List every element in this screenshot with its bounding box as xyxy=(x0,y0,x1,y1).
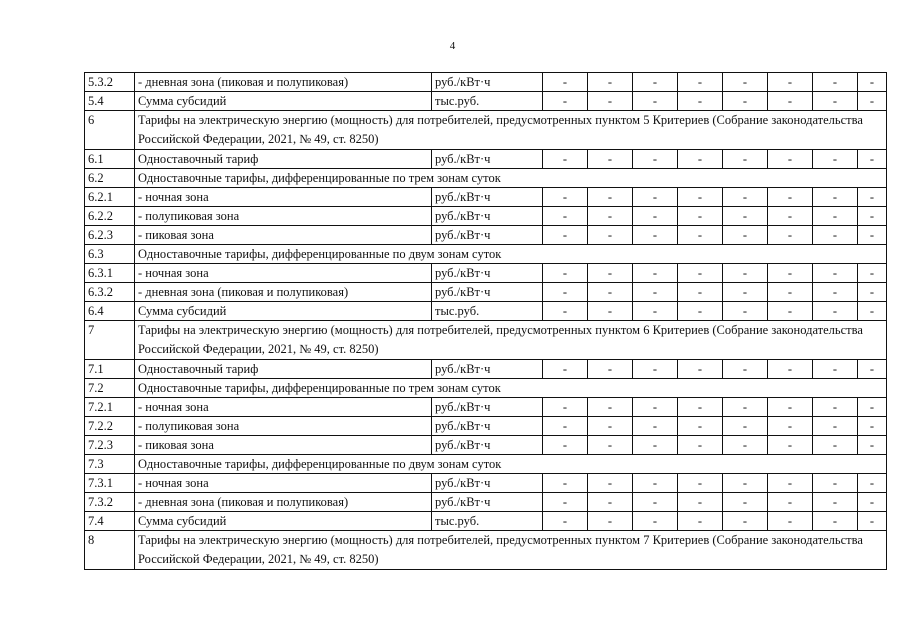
value-cell: - xyxy=(858,92,887,111)
value-cell: - xyxy=(768,188,813,207)
value-cell: - xyxy=(768,207,813,226)
value-cell: - xyxy=(723,436,768,455)
value-cell: - xyxy=(588,92,633,111)
value-cell: - xyxy=(588,188,633,207)
value-cell: - xyxy=(588,264,633,283)
unit-cell: тыс.руб. xyxy=(432,302,543,321)
value-cell: - xyxy=(633,417,678,436)
value-cell: - xyxy=(858,398,887,417)
unit-cell: руб./кВт·ч xyxy=(432,226,543,245)
row-number: 6.3 xyxy=(85,245,135,264)
value-cell: - xyxy=(768,73,813,92)
unit-cell: руб./кВт·ч xyxy=(432,264,543,283)
value-cell: - xyxy=(813,226,858,245)
value-cell: - xyxy=(813,398,858,417)
indicator-name: Одноставочный тариф xyxy=(135,360,432,379)
row-number: 7 xyxy=(85,321,135,360)
value-cell: - xyxy=(858,493,887,512)
value-cell: - xyxy=(678,493,723,512)
value-cell: - xyxy=(543,150,588,169)
value-cell: - xyxy=(723,398,768,417)
row-number: 7.1 xyxy=(85,360,135,379)
value-cell: - xyxy=(678,207,723,226)
unit-cell: тыс.руб. xyxy=(432,92,543,111)
indicator-name: Сумма субсидий xyxy=(135,512,432,531)
table-row xyxy=(85,169,887,188)
value-cell: - xyxy=(813,417,858,436)
value-cell: - xyxy=(678,302,723,321)
unit-cell: руб./кВт·ч xyxy=(432,150,543,169)
row-number: 6 xyxy=(85,111,135,150)
value-cell: - xyxy=(633,264,678,283)
table-row xyxy=(85,188,887,207)
value-cell: - xyxy=(768,283,813,302)
page-number: 4 xyxy=(449,40,456,52)
value-cell: - xyxy=(678,283,723,302)
value-cell: - xyxy=(768,150,813,169)
value-cell: - xyxy=(768,92,813,111)
indicator-name: - ночная зона xyxy=(135,398,432,417)
unit-cell: руб./кВт·ч xyxy=(432,398,543,417)
section-heading: Одноставочные тарифы, дифференцированные по трем зонам суток xyxy=(135,169,887,188)
indicator-name: - ночная зона xyxy=(135,474,432,493)
row-number: 6.2.1 xyxy=(85,188,135,207)
row-number: 6.2.2 xyxy=(85,207,135,226)
indicator-name: - дневная зона (пиковая и полупиковая) xyxy=(135,493,432,512)
value-cell: - xyxy=(858,73,887,92)
section-heading: Одноставочные тарифы, дифференцированные по трем зонам суток xyxy=(135,379,887,398)
table-row xyxy=(85,207,887,226)
value-cell: - xyxy=(588,207,633,226)
value-cell: - xyxy=(723,493,768,512)
table-row xyxy=(85,493,887,512)
row-number: 7.3.1 xyxy=(85,474,135,493)
value-cell: - xyxy=(633,360,678,379)
value-cell: - xyxy=(678,73,723,92)
value-cell: - xyxy=(768,493,813,512)
value-cell: - xyxy=(858,207,887,226)
table-row xyxy=(85,111,887,150)
table-row xyxy=(85,360,887,379)
value-cell: - xyxy=(543,474,588,493)
unit-cell: руб./кВт·ч xyxy=(432,436,543,455)
value-cell: - xyxy=(633,398,678,417)
value-cell: - xyxy=(813,264,858,283)
value-cell: - xyxy=(588,417,633,436)
value-cell: - xyxy=(858,436,887,455)
tariff-table xyxy=(84,72,887,570)
table-row xyxy=(85,417,887,436)
row-number: 6.1 xyxy=(85,150,135,169)
value-cell: - xyxy=(543,73,588,92)
table-row xyxy=(85,283,887,302)
value-cell: - xyxy=(543,360,588,379)
value-cell: - xyxy=(633,226,678,245)
unit-cell: руб./кВт·ч xyxy=(432,188,543,207)
value-cell: - xyxy=(543,92,588,111)
value-cell: - xyxy=(768,436,813,455)
value-cell: - xyxy=(543,283,588,302)
row-number: 8 xyxy=(85,531,135,570)
value-cell: - xyxy=(813,474,858,493)
value-cell: - xyxy=(858,512,887,531)
unit-cell: тыс.руб. xyxy=(432,512,543,531)
value-cell: - xyxy=(723,302,768,321)
unit-cell: руб./кВт·ч xyxy=(432,360,543,379)
value-cell: - xyxy=(813,207,858,226)
value-cell: - xyxy=(678,264,723,283)
value-cell: - xyxy=(633,150,678,169)
value-cell: - xyxy=(588,302,633,321)
value-cell: - xyxy=(723,512,768,531)
value-cell: - xyxy=(858,474,887,493)
value-cell: - xyxy=(633,474,678,493)
table-row xyxy=(85,245,887,264)
value-cell: - xyxy=(588,226,633,245)
value-cell: - xyxy=(723,92,768,111)
indicator-name: - полупиковая зона xyxy=(135,207,432,226)
indicator-name: Сумма субсидий xyxy=(135,302,432,321)
value-cell: - xyxy=(813,302,858,321)
unit-cell: руб./кВт·ч xyxy=(432,283,543,302)
value-cell: - xyxy=(723,73,768,92)
row-number: 6.4 xyxy=(85,302,135,321)
section-heading: Тарифы на электрическую энергию (мощность) для потребителей, предусмотренных пунктом 7 Критериев (Собрание законодательства Российской Федерации, 2021, № 49, ст. 8250) xyxy=(135,531,887,570)
value-cell: - xyxy=(678,417,723,436)
value-cell: - xyxy=(543,188,588,207)
value-cell: - xyxy=(768,512,813,531)
value-cell: - xyxy=(768,398,813,417)
value-cell: - xyxy=(858,417,887,436)
row-number: 6.2 xyxy=(85,169,135,188)
section-heading: Тарифы на электрическую энергию (мощность) для потребителей, предусмотренных пунктом 6 Критериев (Собрание законодательства Российской Федерации, 2021, № 49, ст. 8250) xyxy=(135,321,887,360)
value-cell: - xyxy=(723,226,768,245)
table-row xyxy=(85,512,887,531)
value-cell: - xyxy=(543,436,588,455)
value-cell: - xyxy=(723,283,768,302)
value-cell: - xyxy=(768,302,813,321)
table-row xyxy=(85,150,887,169)
indicator-name: - дневная зона (пиковая и полупиковая) xyxy=(135,73,432,92)
unit-cell: руб./кВт·ч xyxy=(432,417,543,436)
value-cell: - xyxy=(588,493,633,512)
value-cell: - xyxy=(588,436,633,455)
value-cell: - xyxy=(588,73,633,92)
value-cell: - xyxy=(543,207,588,226)
value-cell: - xyxy=(723,207,768,226)
value-cell: - xyxy=(813,188,858,207)
table-row xyxy=(85,531,887,570)
value-cell: - xyxy=(768,226,813,245)
value-cell: - xyxy=(768,417,813,436)
value-cell: - xyxy=(813,436,858,455)
value-cell: - xyxy=(858,264,887,283)
unit-cell: руб./кВт·ч xyxy=(432,207,543,226)
value-cell: - xyxy=(633,73,678,92)
row-number: 5.4 xyxy=(85,92,135,111)
value-cell: - xyxy=(633,493,678,512)
row-number: 7.3.2 xyxy=(85,493,135,512)
value-cell: - xyxy=(723,360,768,379)
value-cell: - xyxy=(858,150,887,169)
value-cell: - xyxy=(678,360,723,379)
value-cell: - xyxy=(858,226,887,245)
value-cell: - xyxy=(543,226,588,245)
table-row xyxy=(85,398,887,417)
table-row xyxy=(85,264,887,283)
value-cell: - xyxy=(633,436,678,455)
value-cell: - xyxy=(543,302,588,321)
value-cell: - xyxy=(858,302,887,321)
unit-cell: руб./кВт·ч xyxy=(432,73,543,92)
indicator-name: - дневная зона (пиковая и полупиковая) xyxy=(135,283,432,302)
row-number: 7.2.2 xyxy=(85,417,135,436)
value-cell: - xyxy=(768,474,813,493)
table-row xyxy=(85,379,887,398)
table-row xyxy=(85,455,887,474)
value-cell: - xyxy=(813,493,858,512)
value-cell: - xyxy=(768,264,813,283)
table-row xyxy=(85,302,887,321)
value-cell: - xyxy=(543,398,588,417)
value-cell: - xyxy=(678,398,723,417)
value-cell: - xyxy=(723,417,768,436)
unit-cell: руб./кВт·ч xyxy=(432,493,543,512)
value-cell: - xyxy=(678,436,723,455)
value-cell: - xyxy=(588,150,633,169)
value-cell: - xyxy=(633,283,678,302)
value-cell: - xyxy=(813,283,858,302)
table-row xyxy=(85,73,887,92)
table-row xyxy=(85,226,887,245)
value-cell: - xyxy=(588,474,633,493)
section-heading: Одноставочные тарифы, дифференцированные по двум зонам суток xyxy=(135,455,887,474)
value-cell: - xyxy=(633,188,678,207)
value-cell: - xyxy=(723,188,768,207)
row-number: 7.2 xyxy=(85,379,135,398)
table-row xyxy=(85,321,887,360)
row-number: 7.2.1 xyxy=(85,398,135,417)
table-row xyxy=(85,92,887,111)
indicator-name: Одноставочный тариф xyxy=(135,150,432,169)
value-cell: - xyxy=(543,512,588,531)
value-cell: - xyxy=(678,226,723,245)
value-cell: - xyxy=(723,150,768,169)
value-cell: - xyxy=(813,150,858,169)
row-number: 5.3.2 xyxy=(85,73,135,92)
table-body xyxy=(85,73,887,570)
value-cell: - xyxy=(588,398,633,417)
value-cell: - xyxy=(678,474,723,493)
value-cell: - xyxy=(588,360,633,379)
value-cell: - xyxy=(543,417,588,436)
indicator-name: - пиковая зона xyxy=(135,226,432,245)
value-cell: - xyxy=(678,92,723,111)
value-cell: - xyxy=(678,150,723,169)
value-cell: - xyxy=(813,92,858,111)
value-cell: - xyxy=(543,493,588,512)
value-cell: - xyxy=(678,512,723,531)
row-number: 7.2.3 xyxy=(85,436,135,455)
value-cell: - xyxy=(858,283,887,302)
section-heading: Одноставочные тарифы, дифференцированные по двум зонам суток xyxy=(135,245,887,264)
value-cell: - xyxy=(723,264,768,283)
section-heading: Тарифы на электрическую энергию (мощность) для потребителей, предусмотренных пунктом 5 Критериев (Собрание законодательства Российской Федерации, 2021, № 49, ст. 8250) xyxy=(135,111,887,150)
row-number: 6.3.2 xyxy=(85,283,135,302)
value-cell: - xyxy=(858,360,887,379)
value-cell: - xyxy=(633,207,678,226)
value-cell: - xyxy=(768,360,813,379)
value-cell: - xyxy=(633,92,678,111)
indicator-name: - полупиковая зона xyxy=(135,417,432,436)
indicator-name: - ночная зона xyxy=(135,264,432,283)
row-number: 7.4 xyxy=(85,512,135,531)
value-cell: - xyxy=(633,512,678,531)
row-number: 6.3.1 xyxy=(85,264,135,283)
value-cell: - xyxy=(723,474,768,493)
unit-cell: руб./кВт·ч xyxy=(432,474,543,493)
value-cell: - xyxy=(543,264,588,283)
value-cell: - xyxy=(858,188,887,207)
value-cell: - xyxy=(633,302,678,321)
value-cell: - xyxy=(588,512,633,531)
value-cell: - xyxy=(588,283,633,302)
indicator-name: Сумма субсидий xyxy=(135,92,432,111)
value-cell: - xyxy=(813,360,858,379)
indicator-name: - пиковая зона xyxy=(135,436,432,455)
row-number: 6.2.3 xyxy=(85,226,135,245)
row-number: 7.3 xyxy=(85,455,135,474)
value-cell: - xyxy=(813,73,858,92)
table-row xyxy=(85,436,887,455)
value-cell: - xyxy=(813,512,858,531)
indicator-name: - ночная зона xyxy=(135,188,432,207)
table-row xyxy=(85,474,887,493)
value-cell: - xyxy=(678,188,723,207)
